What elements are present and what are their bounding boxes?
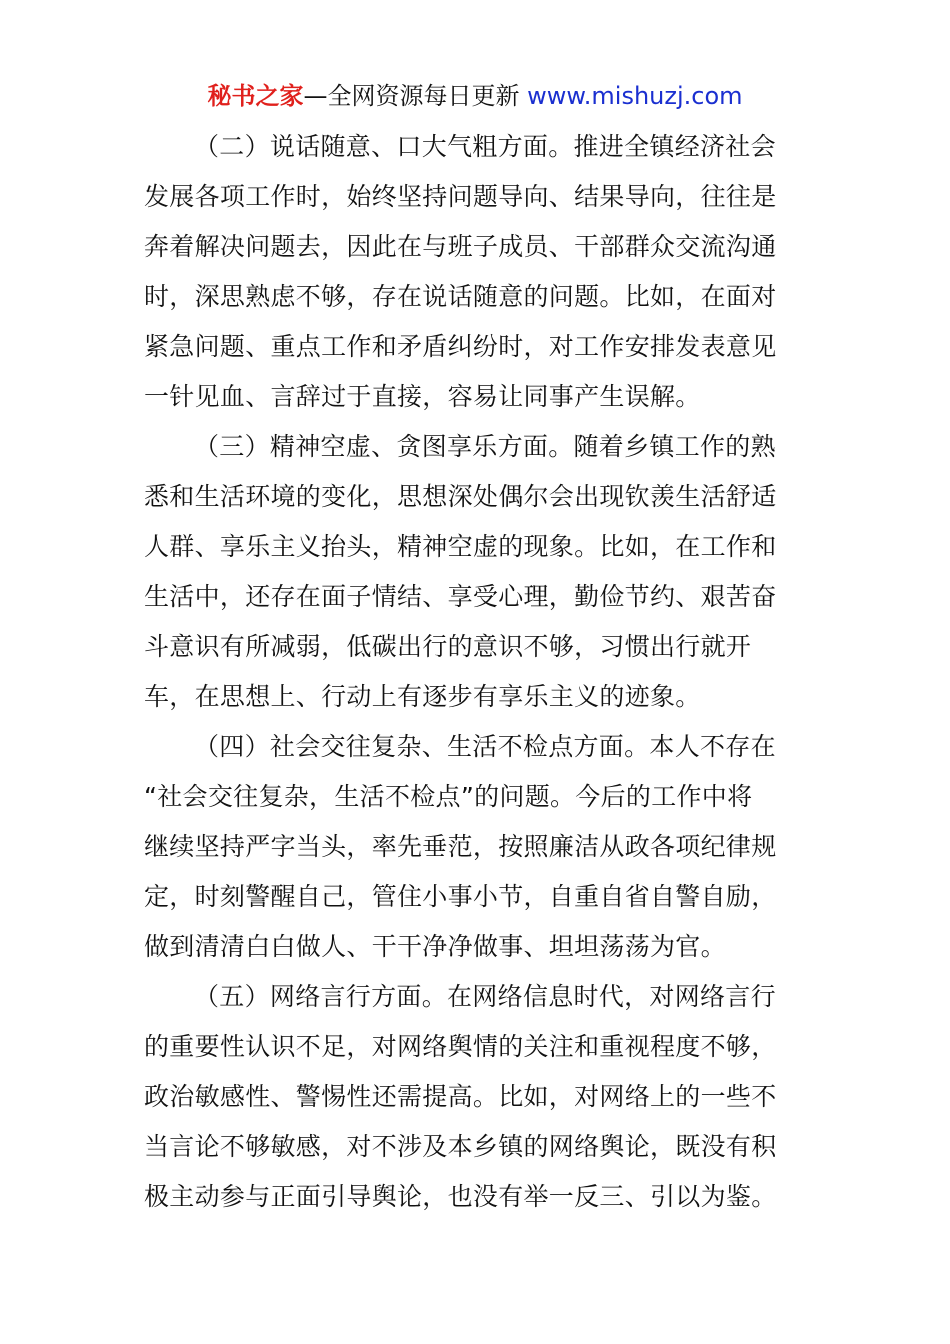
paragraph-line: 政治敏感性、警惕性还需提高。比如，对网络上的一些不 bbox=[144, 1082, 777, 1111]
paragraph-line: 发展各项工作时，始终坚持问题导向、结果导向，往往是 bbox=[144, 182, 777, 211]
paragraph-line: 紧急问题、重点工作和矛盾纠纷时，对工作安排发表意见 bbox=[144, 332, 777, 361]
paragraph-line: 车，在思想上、行动上有逐步有享乐主义的迹象。 bbox=[144, 682, 701, 711]
paragraph-line: 悉和生活环境的变化，思想深处偶尔会出现钦羡生活舒适 bbox=[144, 482, 777, 511]
paragraph-line: 继续坚持严字当头，率先垂范，按照廉洁从政各项纪律规 bbox=[144, 832, 777, 861]
paragraph-5 bbox=[144, 972, 824, 1222]
paragraph-line: 斗意识有所减弱，低碳出行的意识不够，习惯出行就开 bbox=[144, 632, 752, 661]
site-url-link[interactable]: www.mishuzj.com bbox=[527, 82, 743, 110]
paragraph-2 bbox=[144, 122, 824, 422]
paragraph-line: 极主动参与正面引导舆论，也没有举一反三、引以为鉴。 bbox=[144, 1182, 777, 1211]
paragraph-line: 做到清清白白做人、干干净净做事、坦坦荡荡为官。 bbox=[144, 932, 726, 961]
paragraph-line: （五）网络言行方面。在网络信息时代，对网络言行 bbox=[194, 982, 776, 1011]
paragraph-line: （三）精神空虚、贪图享乐方面。随着乡镇工作的熟 bbox=[194, 432, 776, 461]
paragraph-line: 生活中，还存在面子情结、享受心理，勤俭节约、艰苦奋 bbox=[144, 582, 777, 611]
paragraph-line: 奔着解决问题去，因此在与班子成员、干部群众交流沟通 bbox=[144, 232, 777, 261]
paragraph-line: 的重要性认识不足，对网络舆情的关注和重视程度不够， bbox=[144, 1032, 777, 1061]
document-body bbox=[144, 122, 824, 1222]
site-header bbox=[0, 80, 950, 112]
paragraph-3 bbox=[144, 422, 824, 722]
paragraph-4 bbox=[144, 722, 824, 972]
paragraph-line: 人群、享乐主义抬头，精神空虚的现象。比如，在工作和 bbox=[144, 532, 777, 561]
site-tagline: —全网资源每日更新 bbox=[303, 82, 528, 110]
site-brand: 秘书之家 bbox=[207, 82, 304, 110]
paragraph-line: 时，深思熟虑不够，存在说话随意的问题。比如，在面对 bbox=[144, 282, 777, 311]
paragraph-line: 定，时刻警醒自己，管住小事小节，自重自省自警自励， bbox=[144, 882, 777, 911]
paragraph-line: 一针见血、言辞过于直接，容易让同事产生误解。 bbox=[144, 382, 701, 411]
paragraph-line: （四）社会交往复杂、生活不检点方面。本人不存在 bbox=[194, 732, 776, 761]
paragraph-line: 当言论不够敏感，对不涉及本乡镇的网络舆论，既没有积 bbox=[144, 1132, 777, 1161]
paragraph-line: （二）说话随意、口大气粗方面。推进全镇经济社会 bbox=[194, 132, 776, 161]
paragraph-line: “社会交往复杂，生活不检点”的问题。今后的工作中将 bbox=[144, 782, 753, 811]
